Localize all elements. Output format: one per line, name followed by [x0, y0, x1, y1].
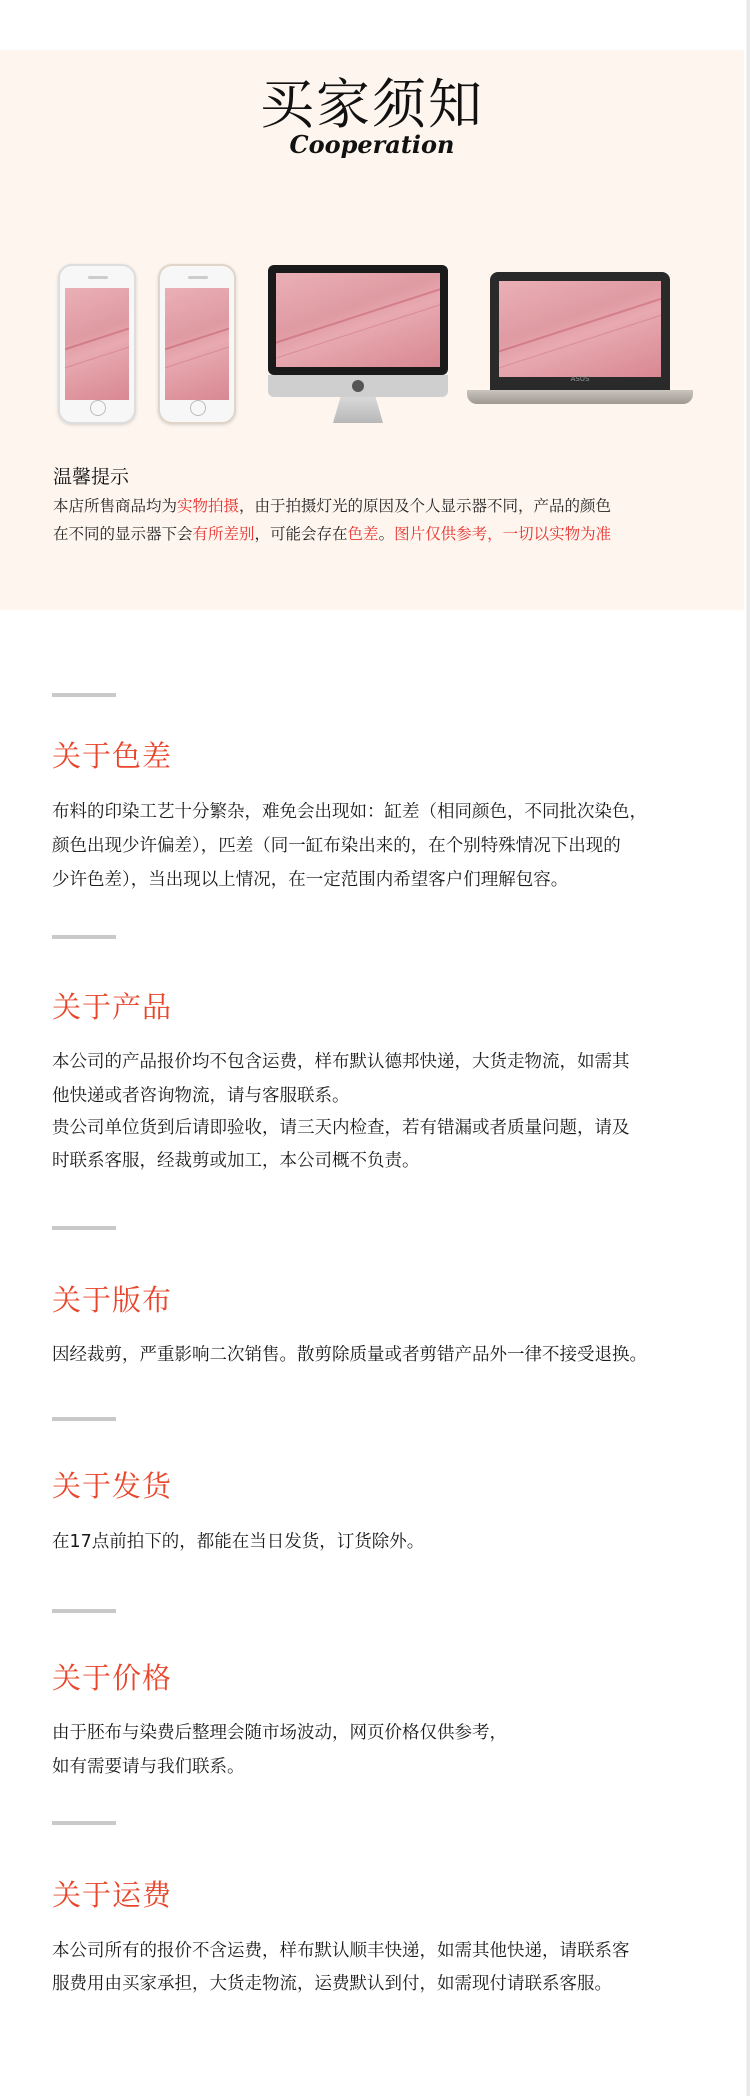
section-title-color-difference: 关于色差: [52, 739, 173, 773]
section-text: 服费用由买家承担，大货走物流，运费默认到付，如需现付请联系客服。: [52, 1974, 612, 1994]
section-divider: [52, 693, 116, 697]
tip-text: 。: [378, 525, 395, 543]
tip-highlight: 有所差别: [192, 525, 255, 543]
section-text: 贵公司单位货到后请即验收，请三天内检查，若有错漏或者质量问题，请及: [52, 1118, 630, 1138]
phone-white-device: [58, 264, 136, 424]
tip-highlight: 色差: [347, 525, 379, 543]
section-text: 颜色出现少许偏差），匹差（同一缸布染出来的，在个别特殊情况下出现的: [52, 836, 621, 856]
section-divider: [52, 1226, 116, 1230]
tip-line-2: [53, 522, 611, 544]
section-title-price: 关于价格: [52, 1661, 173, 1695]
section-text: 他快递或者咨询物流，请与客服联系。: [52, 1086, 350, 1106]
laptop-device: [490, 272, 693, 404]
section-text: 本公司的产品报价均不包含运费，样布默认德邦快递，大货走物流，如需其: [52, 1052, 630, 1072]
tip-heading: 温馨提示: [53, 466, 130, 488]
section-text: 布料的印染工艺十分繁杂，难免会出现如：缸差（相同颜色，不同批次染色，: [52, 802, 647, 822]
section-text: 由于胚布与染费后整理会随市场波动，网页价格仅供参考，: [52, 1723, 507, 1743]
section-title-product: 关于产品: [52, 990, 173, 1024]
tip-highlight: 实物拍摄: [177, 497, 240, 515]
page-edge-inner: [746, 0, 747, 2096]
tip-text: 在不同的显示器下会: [53, 525, 193, 543]
section-text: 因经裁剪，严重影响二次销售。散剪除质量或者剪错产品外一律不接受退换。: [52, 1345, 647, 1365]
tip-text: ，由于拍摄灯光的原因及个人显示器不同，产品的颜色: [239, 497, 612, 515]
device-showcase-image: [58, 210, 688, 430]
section-text: 在17点前拍下的，都能在当日发货，订货除外。: [52, 1532, 425, 1552]
notice-subtitle: Cooperation: [289, 130, 455, 159]
section-divider: [52, 1821, 116, 1825]
section-divider: [52, 1417, 116, 1421]
laptop-brand-label: ASUS: [570, 375, 590, 383]
tip-highlight: 图片仅供参考，一切以实物为准: [394, 525, 612, 543]
section-title-freight: 关于运费: [52, 1878, 173, 1912]
section-title-shipping: 关于发货: [52, 1469, 173, 1503]
section-title-sample-cloth: 关于版布: [52, 1283, 173, 1317]
section-divider: [52, 1609, 116, 1613]
section-text: 少许色差），当出现以上情况，在一定范围内希望客户们理解包容。: [52, 870, 569, 890]
notice-title: 买家须知: [260, 73, 484, 136]
tip-text: 本店所售商品均为: [53, 497, 178, 515]
apple-logo-icon: [352, 380, 364, 392]
section-divider: [52, 935, 116, 939]
imac-device: [268, 265, 448, 423]
phone-gold-device: [158, 264, 236, 424]
section-text: 本公司所有的报价不含运费，样布默认顺丰快递，如需其他快递，请联系客: [52, 1941, 630, 1961]
tip-line-1: [53, 494, 611, 516]
section-text: 如有需要请与我们联系。: [52, 1757, 245, 1777]
section-text: 时联系客服，经裁剪或加工，本公司概不负责。: [52, 1151, 420, 1171]
tip-text: ，可能会存在: [254, 525, 348, 543]
